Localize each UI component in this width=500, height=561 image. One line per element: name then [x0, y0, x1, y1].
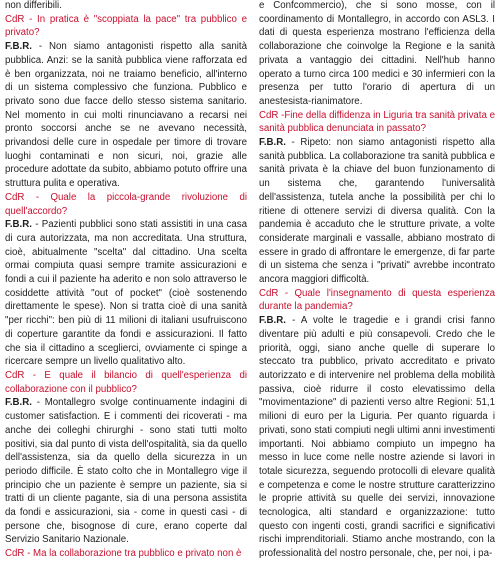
question-paragraph — [259, 287, 495, 314]
respondent-label: F.B.R. — [5, 397, 32, 409]
interviewer-label: CdR — [259, 287, 279, 299]
answer-paragraph — [5, 40, 247, 191]
answer-text: non differibili. — [5, 0, 62, 11]
question-paragraph — [5, 13, 247, 40]
question-text: - Ma la collaborazione tra pubblico e privato non è — [24, 548, 242, 560]
question-text: - Quale l'insegnamento di questa esperienza durante la pandemia? — [259, 287, 495, 313]
answer-text: - Montallegro svolge continuamente indagini di customer satisfaction. E i commenti dei ricoverati - ma anche dei colleghi chirurghi - sono stati tutti molto positivi, sia dal punto di vista dell'ospitalità, sia da quello dell'assistenza, sia da quello della sicurezza in un periodo difficile. È stato colto che in Montallegro vige il principio che un paziente è sempre un paziente, sia si tratti di un cliente pagante, sia di una persona assistita da fondi e assicurazioni, sia - come in questi casi - di persone che, bisognose di cure, erano coperte dal Servizio Sanitario Nazionale. — [5, 397, 247, 546]
answer-paragraph — [259, 314, 495, 561]
answer-text: e Confcommercio), che si sono mosse, con il coordinamento di Montallegro, in accordo con ASL3. I dati di questa esperienza mostrano l'efficienza della collaborazione che coinvolge la Regione e la sanità privata a vantaggio dei cittadini. Nell'hub hanno operato a turno circa 100 medici e 30 infermieri con la presenza per tutto l'orario di apertura di un anestesista-rianimatore. — [259, 0, 495, 107]
respondent-label: F.B.R. — [259, 315, 286, 327]
interviewer-label: CdR — [5, 13, 25, 25]
question-paragraph — [5, 191, 247, 218]
question-text: - In pratica è "scoppiata la pace" tra pubblico e privato? — [5, 13, 247, 39]
interviewer-label: CdR — [5, 191, 25, 203]
left-column — [5, 0, 247, 561]
interviewer-label: CdR — [5, 369, 25, 381]
answer-text: - A volte le tragedie e i grandi crisi fanno diventare più adulti e più consapevoli. Credo che le priorità, oggi, siano anche quelle di superare lo steccato tra pubblico, privato accreditato e privato autorizzato e di intervenire nel problema della mobilità passiva, cioè ridurre il costo elevatissimo della "movimentazione" di pazienti verso altre Regioni: 51,1 milioni di euro per la Liguria. Per quanto riguarda i privati, sono stati compiuti negli ultimi anni investimenti importanti. Noi abbiamo compiuto un impegno ha messo in luce come nelle nostre aziende si lavori in totale sicurezza, seguendo protocolli di elevare qualità e competenza e come le nostre strutture caratterizzino le proprie attività su quelle dei servizi, innovazione tecnologica, alti standard e organizzazione: tutto questo con ingenti costi, grandi sacrifici e significativi rischi imprenditoriali. Stiamo anche mostrando, con la professionalità del nostro personale, che, per noi, i pa- — [259, 315, 495, 560]
answer-paragraph — [259, 136, 495, 287]
answer-text: - Non siamo antagonisti rispetto alla sanità pubblica. Anzi: se la sanità pubblica viene rafforzata ed è ben organizzata, noi ne traiamo beneficio, all'interno di un sistema complessivo che funziona. Pubblico e privato sono due facce dello stesso sistema sanitario. Nel momento in cui molti rinunciavano a recarsi nei pronto soccorsi anche se ne avevano necessità, privandosi delle cure in ospedale per timore di trovare luoghi contaminati e non sicuri, noi, grazie alle procedure adottate da subito, abbiamo potuto offrire una struttura pulita e operativa. — [5, 41, 247, 190]
right-column — [259, 0, 495, 561]
question-text: -Fine della diffidenza in Liguria tra sanità privata e sanità pubblica denunciata in passato? — [259, 109, 495, 135]
answer-fragment — [5, 0, 247, 13]
answer-text: - Ripeto: non siamo antagonisti rispetto alla sanità pubblica. La collaborazione tra sanità pubblica e sanità privata è la chiave del buon funzionamento di un sistema che, garantendo l'universalità dell'assistenza, tutela anche la possibilità per chi lo ritiene di ottenere servizi di diversa qualità. Con la pandemia è accaduto che le strutture private, a volte considerate marginali e vassalle, abbiano mostrato di essere in grado di affrontare le emergenze, di far parte di un sistema che senza i "privati" avrebbe incontrato ancora maggiori difficoltà. — [259, 137, 495, 286]
respondent-label: F.B.R. — [5, 41, 32, 53]
respondent-label: F.B.R. — [259, 137, 286, 149]
respondent-label: F.B.R. — [5, 219, 32, 231]
answer-text: - Pazienti pubblici sono stati assistiti in una casa di cura autorizzata, ma non accreditata. Una struttura, cioè, abitualmente "scelta" dal cittadino. Una scelta ormai compiuta quasi sempre tramite assicurazioni e fondi a cui il paziente ha aderito e non solo attraverso le cosiddette attività "out of pocket" (cioè sostenendo direttamente le spese). Non si tratta cioè di una sanità "per ricchi": ben più di 11 milioni di italiani usufruiscono di coperture garantite da fondi e assicurazioni. Il fatto che sia il cittadino a sceglierci, ovviamente ci spinge a ricercare sempre un livello qualitativo alto. — [5, 219, 247, 368]
question-text: - Quale la piccola-grande rivoluzione di quell'accordo? — [5, 191, 247, 217]
answer-fragment — [259, 0, 495, 109]
answer-paragraph — [5, 218, 247, 369]
interviewer-label: CdR — [259, 109, 279, 121]
interviewer-label: CdR — [5, 548, 25, 560]
answer-paragraph — [5, 396, 247, 547]
question-paragraph — [5, 547, 247, 561]
question-paragraph — [259, 109, 495, 136]
question-paragraph — [5, 369, 247, 396]
question-text: - E quale il bilancio di quell'esperienza di collaborazione con il pubblico? — [5, 369, 247, 395]
